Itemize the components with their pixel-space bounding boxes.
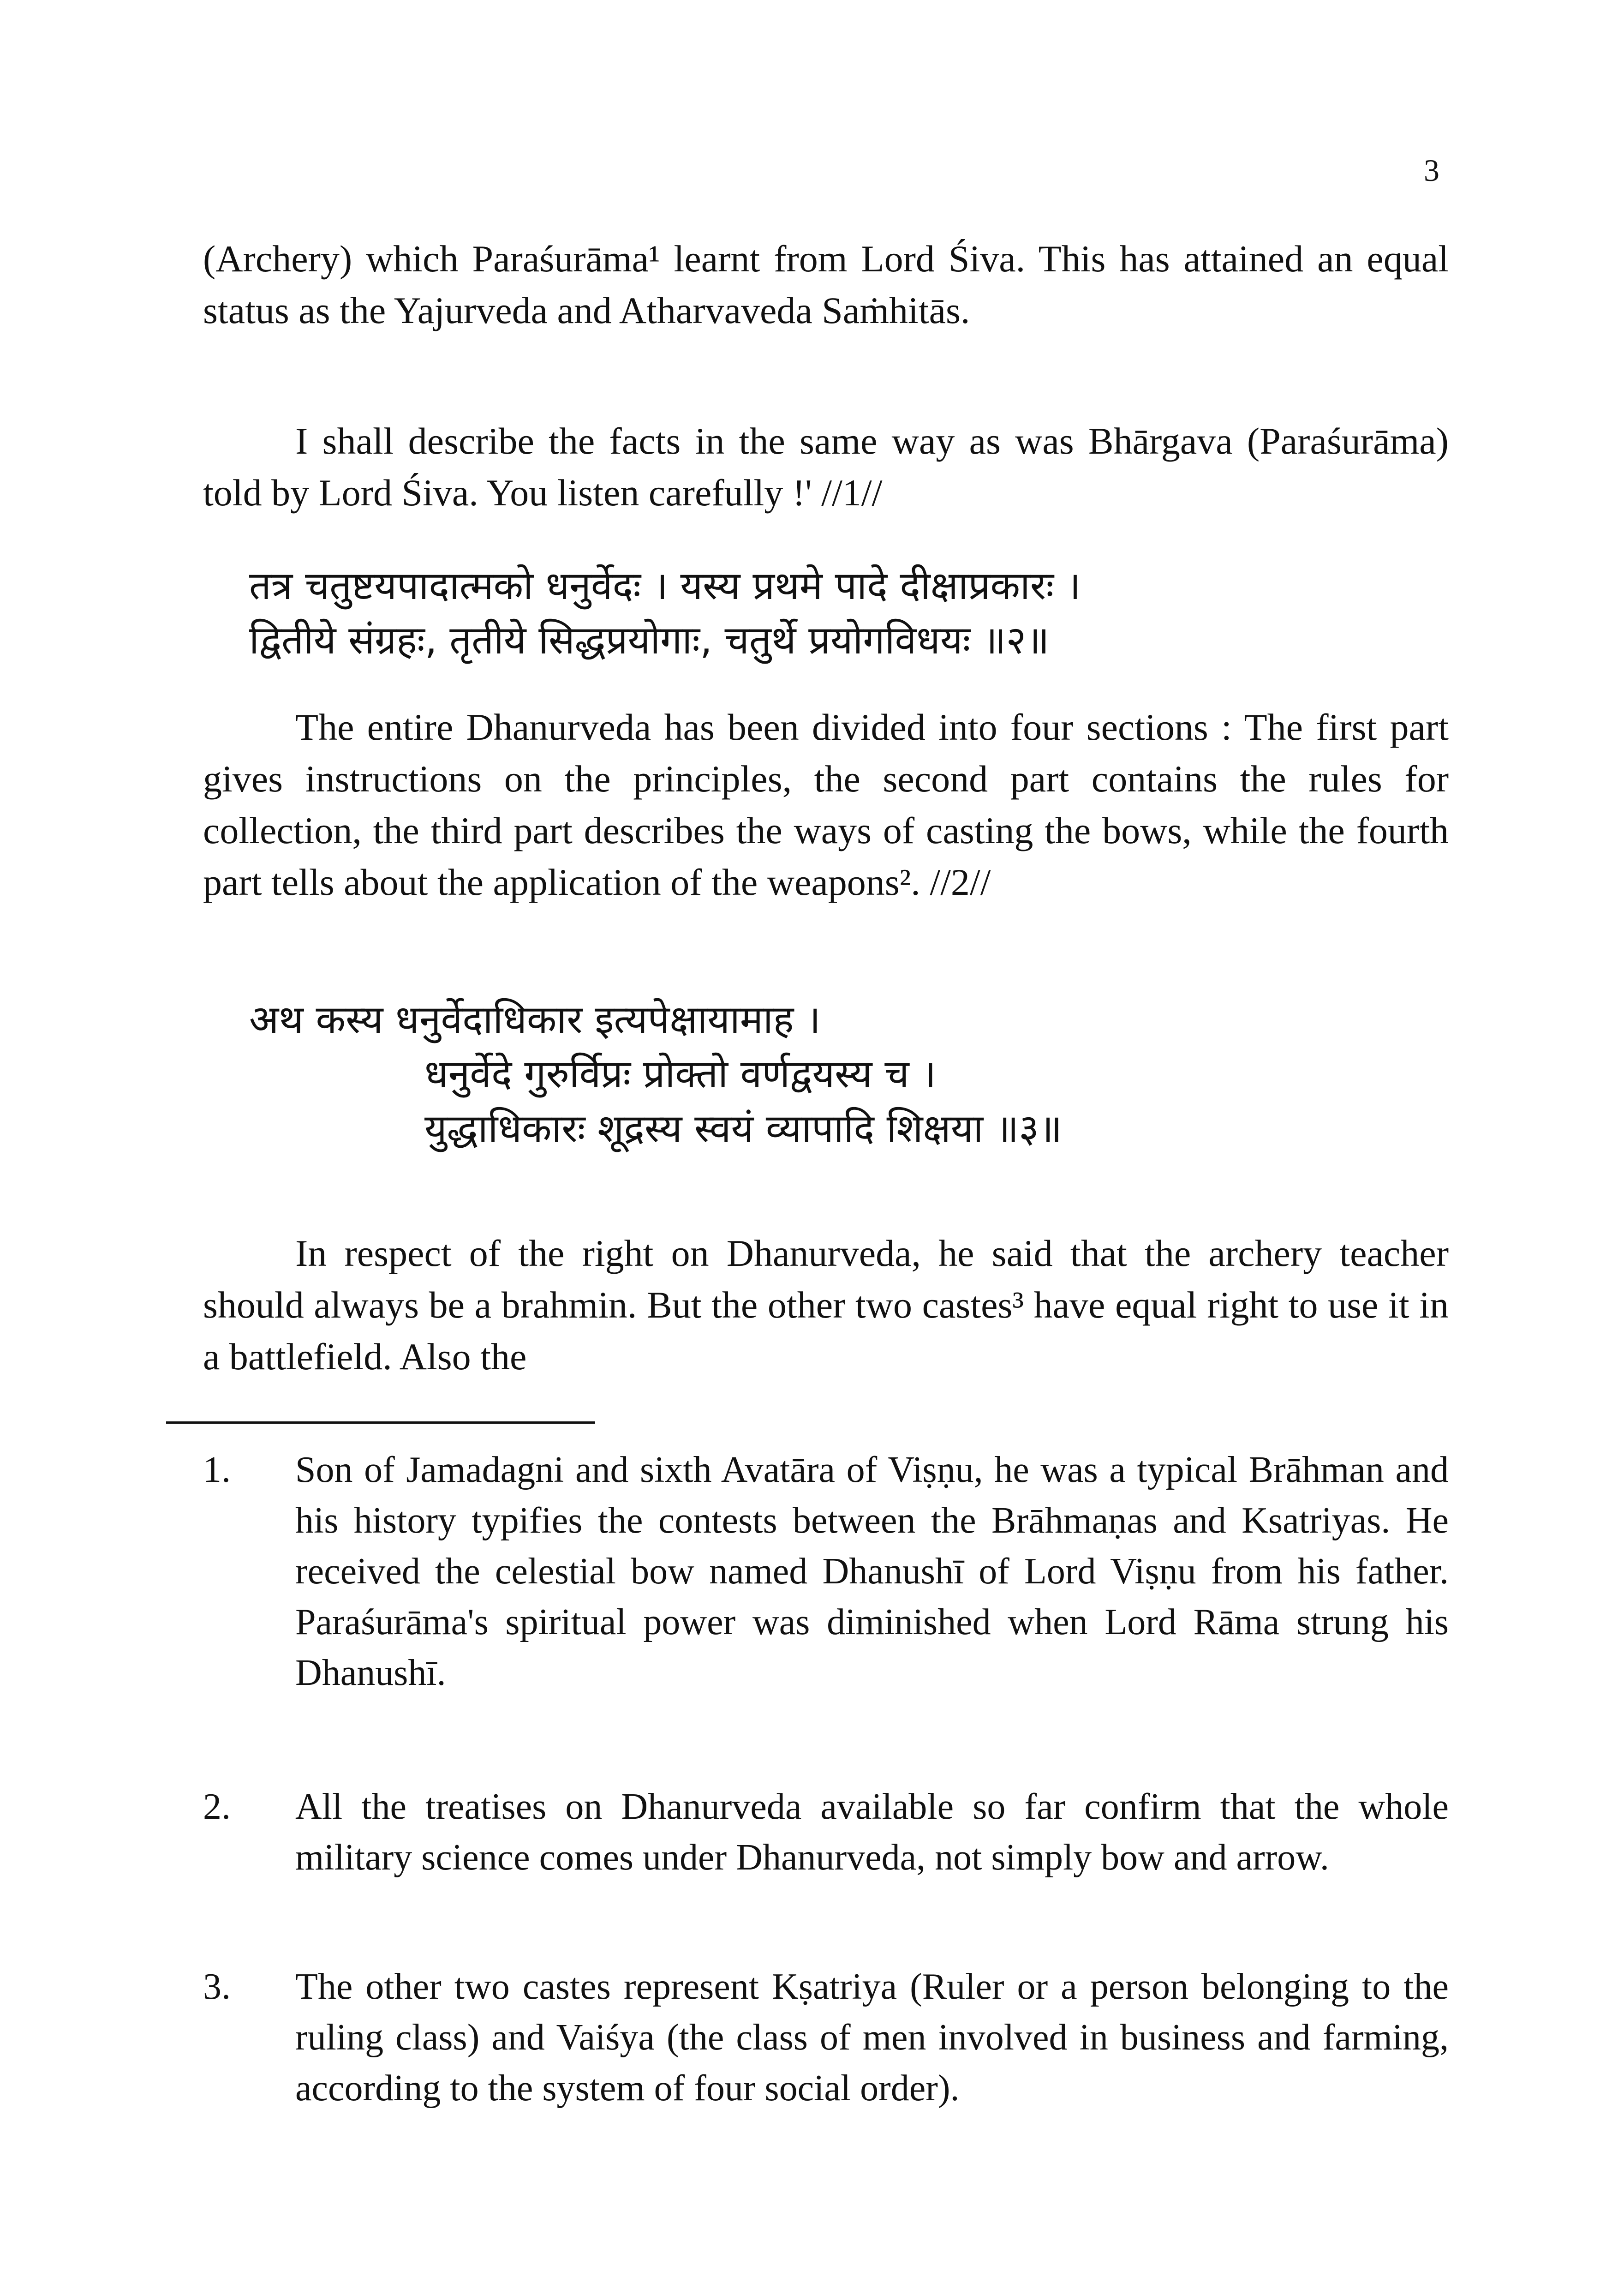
footnote-2-number: 2. — [203, 1786, 231, 1827]
footnote-3-text: The other two castes represent Kṣatriya (Ruler or a person belonging to the ruling class) and Vaiśya (the class of men involved in business and farming, according to the system of four social order). — [295, 1966, 1449, 2109]
footnote-divider — [166, 1421, 595, 1424]
body-paragraph-1-block — [203, 233, 1449, 336]
translation-2: The entire Dhanurveda has been divided into four sections : The first part gives instructions on the principles, the second part contains the rules for collection, the third part describes the ways of casting the bows, while the fourth part tells about the application of the weapons². //2// — [203, 706, 1449, 903]
sanskrit-verse-3-intro: अथ कस्य धनुर्वेदाधिकार इत्यपेक्षायामाह । — [249, 997, 821, 1042]
body-paragraph-2: I shall describe the facts in the same way as was Bhārgava (Paraśurāma) told by Lord Śiva. You listen carefully !' //1// — [203, 420, 1449, 514]
footnote-2-text: All the treatises on Dhanurveda available so far confirm that the whole military science comes under Dhanurveda, not simply bow and arrow. — [295, 1786, 1449, 1878]
sanskrit-verse-2 — [249, 558, 1495, 667]
translation-2-block — [203, 701, 1449, 908]
footnote-1 — [203, 1444, 1449, 1698]
sanskrit-verse-2-line-1: तत्र चतुष्टयपादात्मको धनुर्वेदः । यस्य प्रथमे पादे दीक्षाप्रकारः । — [249, 563, 1081, 608]
translation-3-block — [203, 1228, 1449, 1383]
page-number: 3 — [1424, 153, 1439, 188]
footnote-1-number: 1. — [203, 1450, 231, 1490]
footnote-2 — [203, 1781, 1449, 1883]
body-paragraph-1: (Archery) which Paraśurāma¹ learnt from Lord Śiva. This has attained an equal status as the Yajurveda and Atharvaveda Saṁhitās. — [203, 238, 1449, 331]
footnote-3 — [203, 1961, 1449, 2114]
footnote-3-number: 3. — [203, 1966, 231, 2007]
sanskrit-verse-3-line-1: धनुर्वेदे गुरुर्विप्रः प्रोक्तो वर्णद्वयस्य च । — [424, 1051, 937, 1097]
sanskrit-verse-2-line-2: द्वितीये संग्रहः, तृतीये सिद्धप्रयोगाः, चतुर्थे प्रयोगविधयः ॥२॥ — [249, 617, 1050, 663]
sanskrit-verse-3 — [249, 992, 1495, 1156]
body-paragraph-2-block — [203, 415, 1449, 519]
translation-3: In respect of the right on Dhanurveda, he said that the archery teacher should always be a brahmin. But the other two castes³ have equal right to use it in a battlefield. Also the — [203, 1232, 1449, 1378]
footnote-1-text: Son of Jamadagni and sixth Avatāra of Viṣṇu, he was a typical Brāhman and his history typifies the contests between the Brāhmaṇas and Ksatriyas. He received the celestial bow named Dhanushī of Lord Viṣṇu from his father. Paraśurāma's spiritual power was diminished when Lord Rāma strung his Dhanushī. — [295, 1450, 1449, 1693]
sanskrit-verse-3-line-2: युद्धाधिकारः शूद्रस्य स्वयं व्यापादि शिक्षया ॥३॥ — [424, 1106, 1063, 1151]
